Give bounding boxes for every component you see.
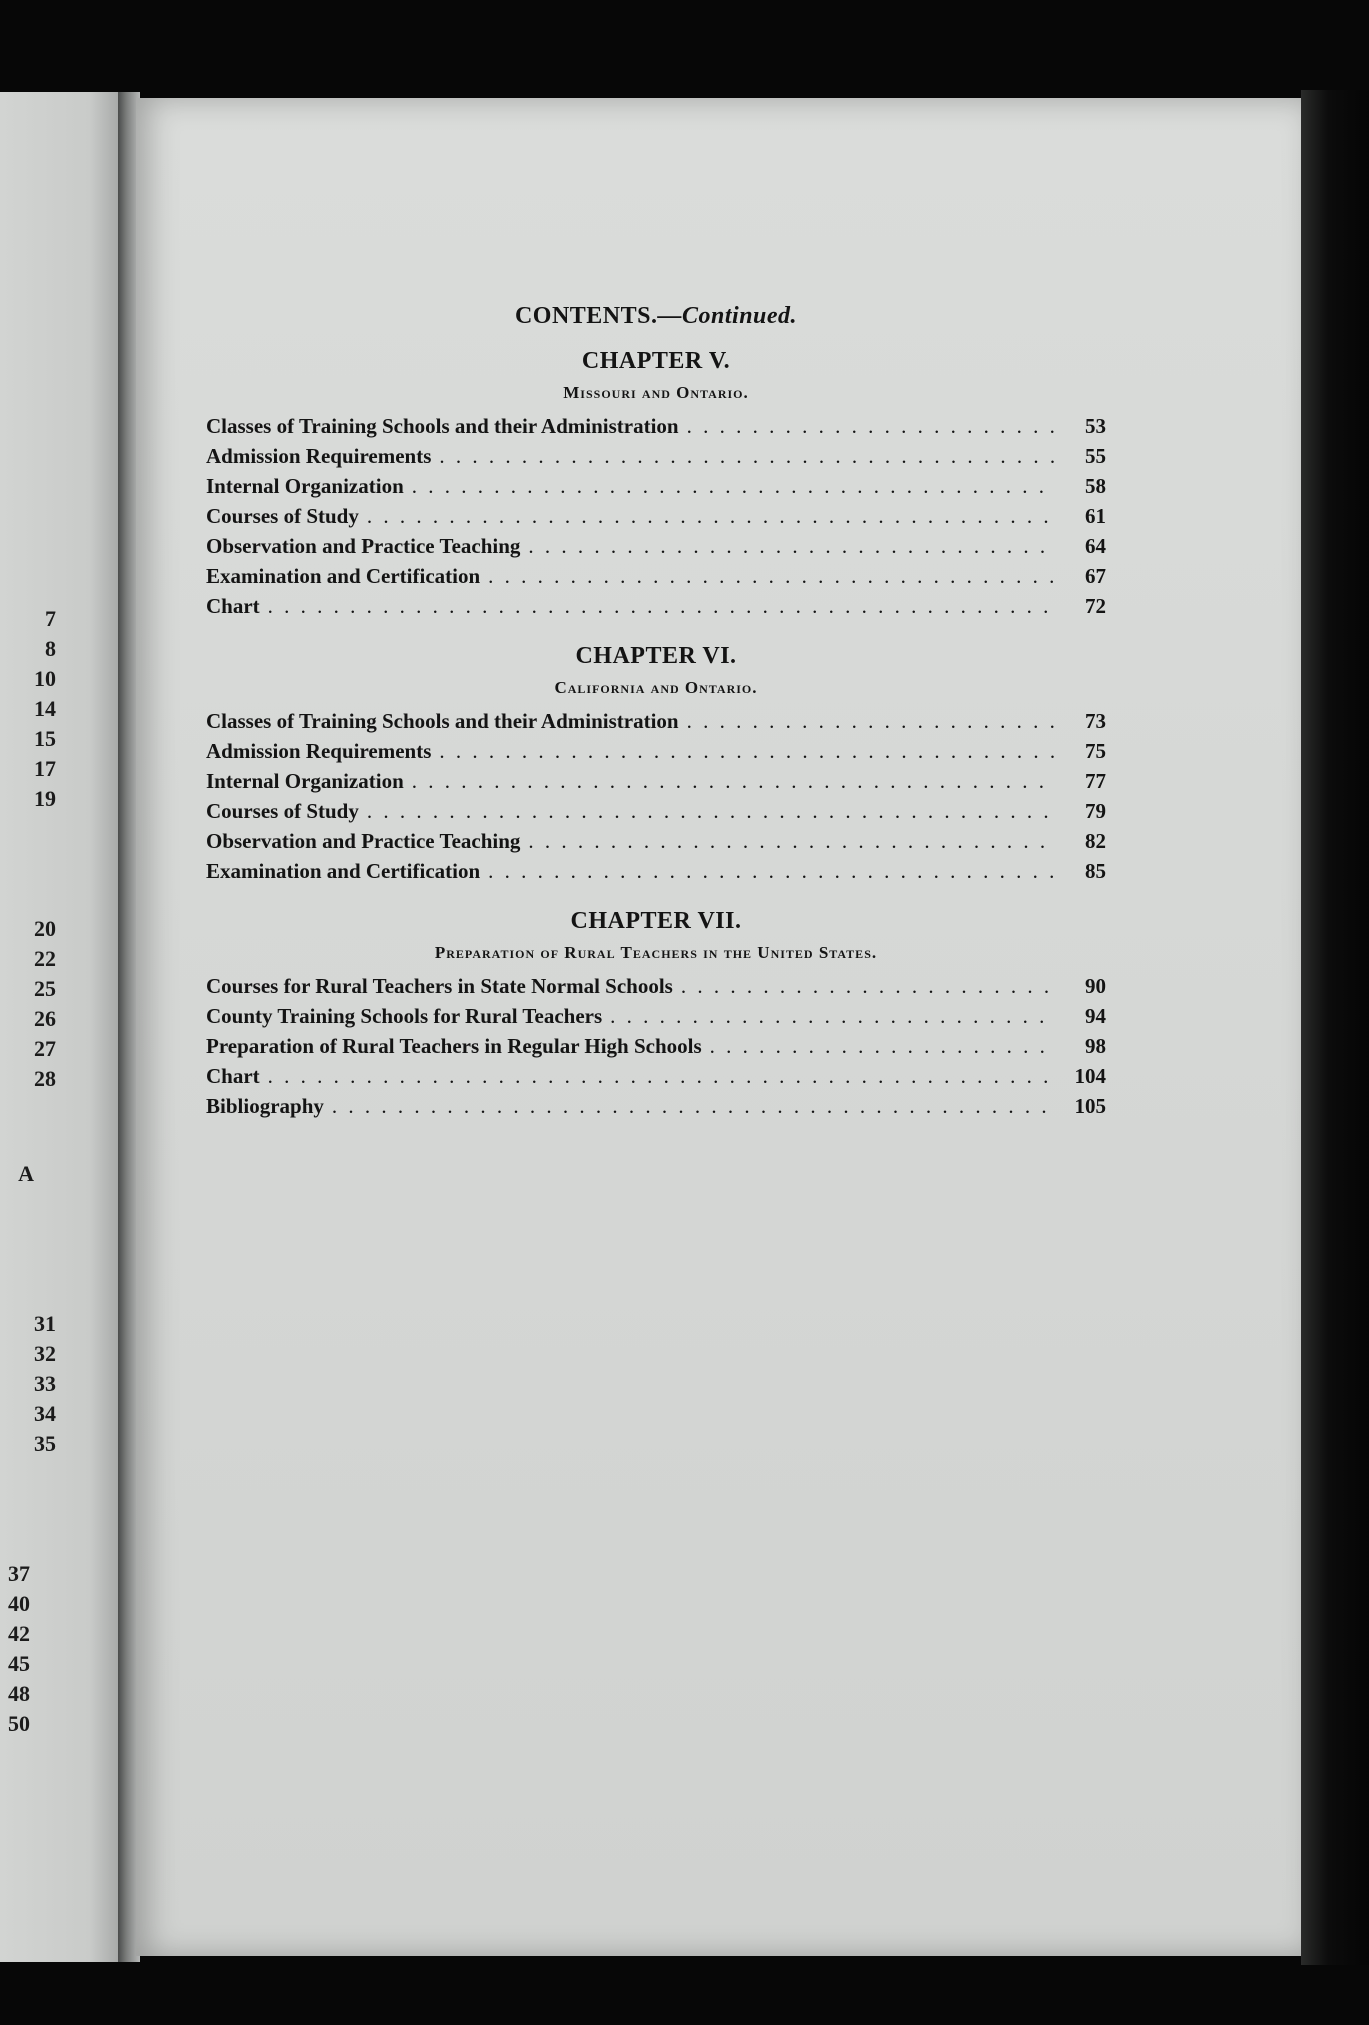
page-number: 35 xyxy=(34,1431,56,1456)
dot-leader xyxy=(412,766,1054,796)
toc-entry xyxy=(206,1031,1106,1061)
entry-title: Examination and Certification xyxy=(206,859,481,883)
toc-entry xyxy=(206,501,1106,531)
entry-page: 72 xyxy=(1085,594,1106,618)
entry-page: 55 xyxy=(1085,444,1106,468)
entry-title: Courses of Study xyxy=(206,799,359,823)
contents-continued: —Continued. xyxy=(657,303,798,329)
entry-title: Courses of Study xyxy=(206,504,359,528)
entry-page: 75 xyxy=(1085,739,1106,763)
dot-leader xyxy=(488,856,1054,886)
entry-title: County Training Schools for Rural Teachers xyxy=(206,1004,603,1028)
entry-page: 58 xyxy=(1085,474,1106,498)
page-number: 26 xyxy=(34,1006,56,1031)
page-number: 48 xyxy=(8,1681,30,1706)
chapter-7 xyxy=(206,908,1106,1121)
toc-entry xyxy=(206,826,1106,856)
entry-title: Preparation of Rural Teachers in Regular High Schools xyxy=(206,1034,702,1058)
page-number: 8 xyxy=(45,636,56,661)
dot-leader xyxy=(367,796,1054,826)
page-number: 7 xyxy=(45,606,56,631)
entry-title: Examination and Certification xyxy=(206,564,481,588)
toc-entry xyxy=(206,1061,1106,1091)
entry-title: Chart xyxy=(206,1064,260,1088)
entry-page: 73 xyxy=(1085,709,1106,733)
page-number: 45 xyxy=(8,1651,30,1676)
previous-page-numbers xyxy=(0,92,56,1962)
entry-title: Observation and Practice Teaching xyxy=(206,534,521,558)
toc-entry xyxy=(206,1001,1106,1031)
contents-page xyxy=(136,98,1301,1956)
page-number: 17 xyxy=(34,756,56,781)
chapter-title: CHAPTER VII. xyxy=(570,908,742,934)
chapter-5 xyxy=(206,348,1106,621)
dot-leader xyxy=(710,1031,1054,1061)
chapter-subtitle: California and Ontario. xyxy=(554,678,758,697)
dot-leader xyxy=(439,441,1054,471)
page-letter: A xyxy=(18,1161,34,1186)
page-number: 34 xyxy=(34,1401,56,1426)
entry-page: 64 xyxy=(1085,534,1106,558)
entry-page: 79 xyxy=(1085,799,1106,823)
dot-leader xyxy=(439,736,1054,766)
toc-entry xyxy=(206,856,1106,886)
dot-leader xyxy=(332,1091,1054,1121)
previous-page-strip xyxy=(0,92,128,1962)
page-number: 50 xyxy=(8,1711,30,1736)
entry-page: 82 xyxy=(1085,829,1106,853)
entry-page: 53 xyxy=(1085,414,1106,438)
table-of-contents xyxy=(206,303,1106,1143)
page-number: 42 xyxy=(8,1621,30,1646)
page-number: 28 xyxy=(34,1066,56,1091)
toc-entry xyxy=(206,971,1106,1001)
toc-entry xyxy=(206,411,1106,441)
contents-heading xyxy=(206,303,1106,330)
page-number: 40 xyxy=(8,1591,30,1616)
page-number: 19 xyxy=(34,786,56,811)
dot-leader xyxy=(528,531,1054,561)
entry-page: 98 xyxy=(1085,1034,1106,1058)
toc-entry xyxy=(206,766,1106,796)
entry-title: Bibliography xyxy=(206,1094,324,1118)
dot-leader xyxy=(367,501,1054,531)
scan-right-edge xyxy=(1301,90,1369,1965)
toc-entry xyxy=(206,471,1106,501)
toc-entry xyxy=(206,796,1106,826)
entry-page: 105 xyxy=(1074,1094,1106,1118)
entry-title: Courses for Rural Teachers in State Normal Schools xyxy=(206,974,673,998)
page-number: 10 xyxy=(34,666,56,691)
dot-leader xyxy=(528,826,1054,856)
toc-entry xyxy=(206,706,1106,736)
chapter-6 xyxy=(206,643,1106,886)
toc-entry xyxy=(206,736,1106,766)
toc-entry xyxy=(206,441,1106,471)
entry-title: Admission Requirements xyxy=(206,739,432,763)
dot-leader xyxy=(681,971,1054,1001)
page-number: 32 xyxy=(34,1341,56,1366)
toc-entry xyxy=(206,591,1106,621)
entry-title: Internal Organization xyxy=(206,769,404,793)
entry-title: Admission Requirements xyxy=(206,444,432,468)
entry-page: 61 xyxy=(1085,504,1106,528)
entry-page: 67 xyxy=(1085,564,1106,588)
dot-leader xyxy=(268,591,1054,621)
page-number: 31 xyxy=(34,1311,56,1336)
entry-title: Chart xyxy=(206,594,260,618)
entry-title: Internal Organization xyxy=(206,474,404,498)
page-number: 33 xyxy=(34,1371,56,1396)
page-number: 25 xyxy=(34,976,56,1001)
page-number: 37 xyxy=(8,1561,30,1586)
page-number: 27 xyxy=(34,1036,56,1061)
dot-leader xyxy=(268,1061,1054,1091)
toc-entry xyxy=(206,1091,1106,1121)
dot-leader xyxy=(610,1001,1054,1031)
entry-page: 94 xyxy=(1085,1004,1106,1028)
toc-entry xyxy=(206,531,1106,561)
chapter-title: CHAPTER V. xyxy=(581,348,731,374)
entry-title: Observation and Practice Teaching xyxy=(206,829,521,853)
page-number: 22 xyxy=(34,946,56,971)
dot-leader xyxy=(687,706,1054,736)
page-number: 20 xyxy=(34,916,56,941)
entry-page: 85 xyxy=(1085,859,1106,883)
chapter-subtitle: Missouri and Ontario. xyxy=(563,383,749,402)
entry-page: 90 xyxy=(1085,974,1106,998)
contents-title: CONTENTS. xyxy=(514,303,658,329)
entry-title: Classes of Training Schools and their Administration xyxy=(206,414,679,438)
entry-page: 104 xyxy=(1074,1064,1106,1088)
entry-title: Classes of Training Schools and their Administration xyxy=(206,709,679,733)
page-number: 15 xyxy=(34,726,56,751)
page-number: 14 xyxy=(34,696,56,721)
chapter-title: CHAPTER VI. xyxy=(575,643,737,669)
toc-entry xyxy=(206,561,1106,591)
entry-page: 77 xyxy=(1085,769,1106,793)
chapter-subtitle: Preparation of Rural Teachers in the United States. xyxy=(434,943,878,962)
dot-leader xyxy=(488,561,1054,591)
dot-leader xyxy=(687,411,1054,441)
dot-leader xyxy=(412,471,1054,501)
